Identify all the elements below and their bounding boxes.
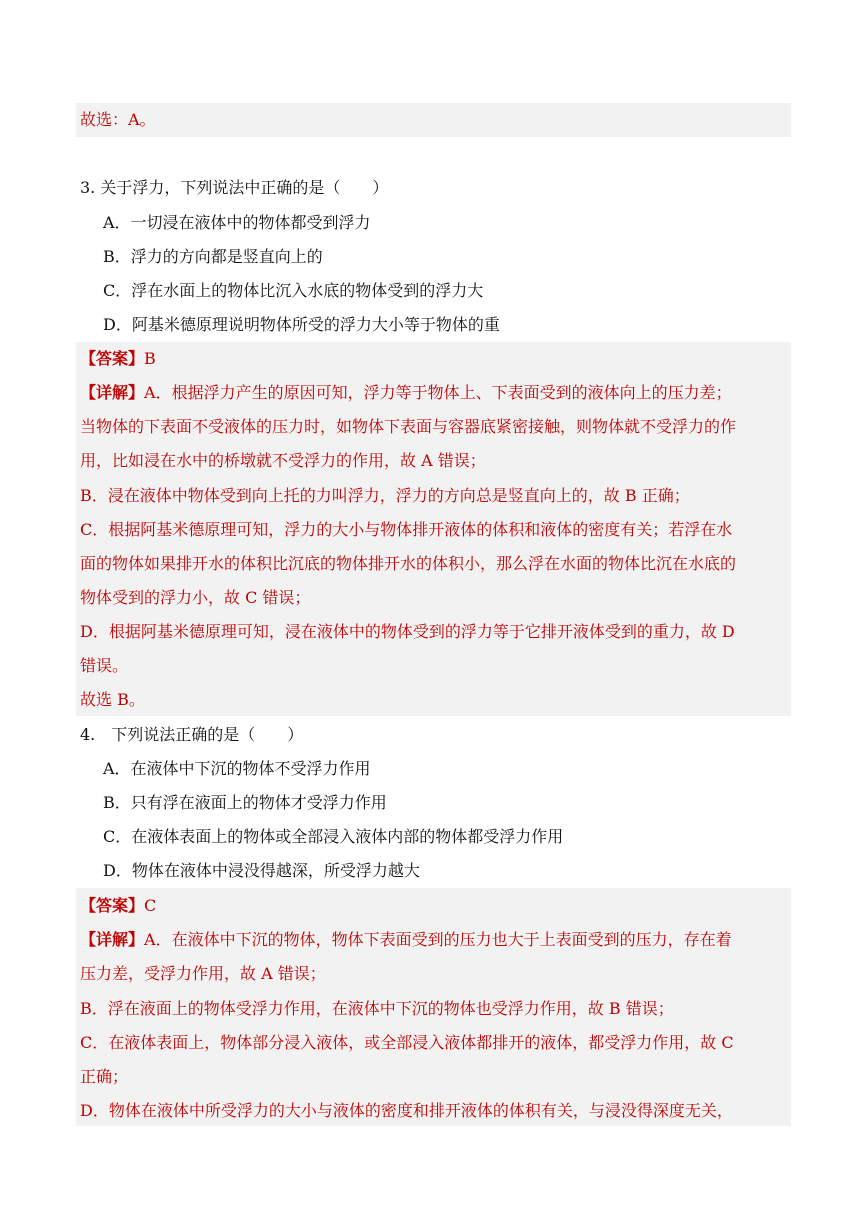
q3-option-d: D．阿基米德原理说明物体所受的浮力大小等于物体的重 bbox=[103, 315, 500, 334]
q4-option-d: D．物体在液体中浸没得越深，所受浮力越大 bbox=[103, 861, 420, 880]
q3-detail-line-8: D．根据阿基米德原理可知，浸在液体中的物体受到的浮力等于它排开液体受到的重力，故 D bbox=[80, 622, 735, 641]
q3-detail-line-1 bbox=[80, 382, 732, 404]
q4-option-b: B．只有浮在液面上的物体才受浮力作用 bbox=[103, 793, 387, 812]
q3-detail-line-9: 错误。 bbox=[80, 656, 129, 675]
q4-option-a: A．在液体中下沉的物体不受浮力作用 bbox=[103, 759, 371, 778]
q4-detail-line-5: 正确； bbox=[80, 1067, 129, 1086]
q3-detail-line-7: 物体受到的浮力小，故 C 错误； bbox=[80, 588, 311, 607]
q3-detail-line-3: 用，比如浸在水中的桥墩就不受浮力的作用，故 A 错误； bbox=[80, 451, 486, 470]
q3-stem: 3. 关于浮力，下列说法中正确的是（ ） bbox=[80, 178, 389, 197]
q4-answer-tag: 【答案】 bbox=[80, 896, 145, 915]
q4-answer-value: C bbox=[144, 896, 157, 915]
q4-detail-tag: 【详解】 bbox=[80, 930, 145, 949]
q3-detail-line-4: B．浸在液体中物体受到向上托的力叫浮力，浮力的方向总是竖直向上的，故 B 正确； bbox=[80, 486, 690, 505]
prev-answer-band bbox=[76, 103, 791, 137]
q4-option-c: C．在液体表面上的物体或全部浸入液体内部的物体都受浮力作用 bbox=[103, 827, 564, 846]
q3-option-c: C．浮在水面上的物体比沉入水底的物体受到的浮力大 bbox=[103, 281, 484, 300]
q3-detail-line-2: 当物体的下表面不受液体的压力时，如物体下表面与容器底紧密接触，则物体就不受浮力的作 bbox=[80, 417, 737, 436]
q3-answer bbox=[80, 348, 156, 370]
q3-answer-tag: 【答案】 bbox=[80, 349, 145, 368]
q3-detail-line-6: 面的物体如果排开水的体积比沉底的物体排开水的体积小，那么浮在水面的物体比沉在水底的 bbox=[80, 554, 737, 573]
q3-option-b: B．浮力的方向都是竖直向上的 bbox=[103, 247, 323, 266]
q3-detail-line-5: C．根据阿基米德原理可知，浮力的大小与物体排开液体的体积和液体的密度有关；若浮在水 bbox=[80, 520, 733, 539]
q4-answer bbox=[80, 895, 156, 917]
q4-detail-text-1: A．在液体中下沉的物体，物体下表面受到的压力也大于上表面受到的压力，存在着 bbox=[144, 930, 732, 949]
q4-detail-line-2: 压力差，受浮力作用，故 A 错误； bbox=[80, 964, 326, 983]
prev-conclusion: 故选：A。 bbox=[80, 110, 156, 129]
q4-detail-line-1 bbox=[80, 929, 732, 951]
q3-option-a: A．一切浸在液体中的物体都受到浮力 bbox=[103, 213, 371, 232]
q4-detail-line-4: C．在液体表面上，物体部分浸入液体，或全部浸入液体都排开的液体，都受浮力作用，故 C bbox=[80, 1033, 734, 1052]
q3-detail-tag: 【详解】 bbox=[80, 383, 145, 402]
q4-detail-line-6: D．物体在液体中所受浮力的大小与液体的密度和排开液体的体积有关，与浸没得深度无关， bbox=[80, 1101, 733, 1120]
q3-answer-value: B bbox=[144, 349, 156, 368]
q3-detail-text-1: A．根据浮力产生的原因可知，浮力等于物体上、下表面受到的液体向上的压力差； bbox=[144, 383, 732, 402]
q4-stem: 4. 下列说法正确的是（ ） bbox=[80, 725, 304, 744]
q4-detail-line-3: B．浮在液面上的物体受浮力作用，在液体中下沉的物体也受浮力作用，故 B 错误； bbox=[80, 999, 674, 1018]
q3-conclusion: 故选 B。 bbox=[80, 690, 145, 709]
